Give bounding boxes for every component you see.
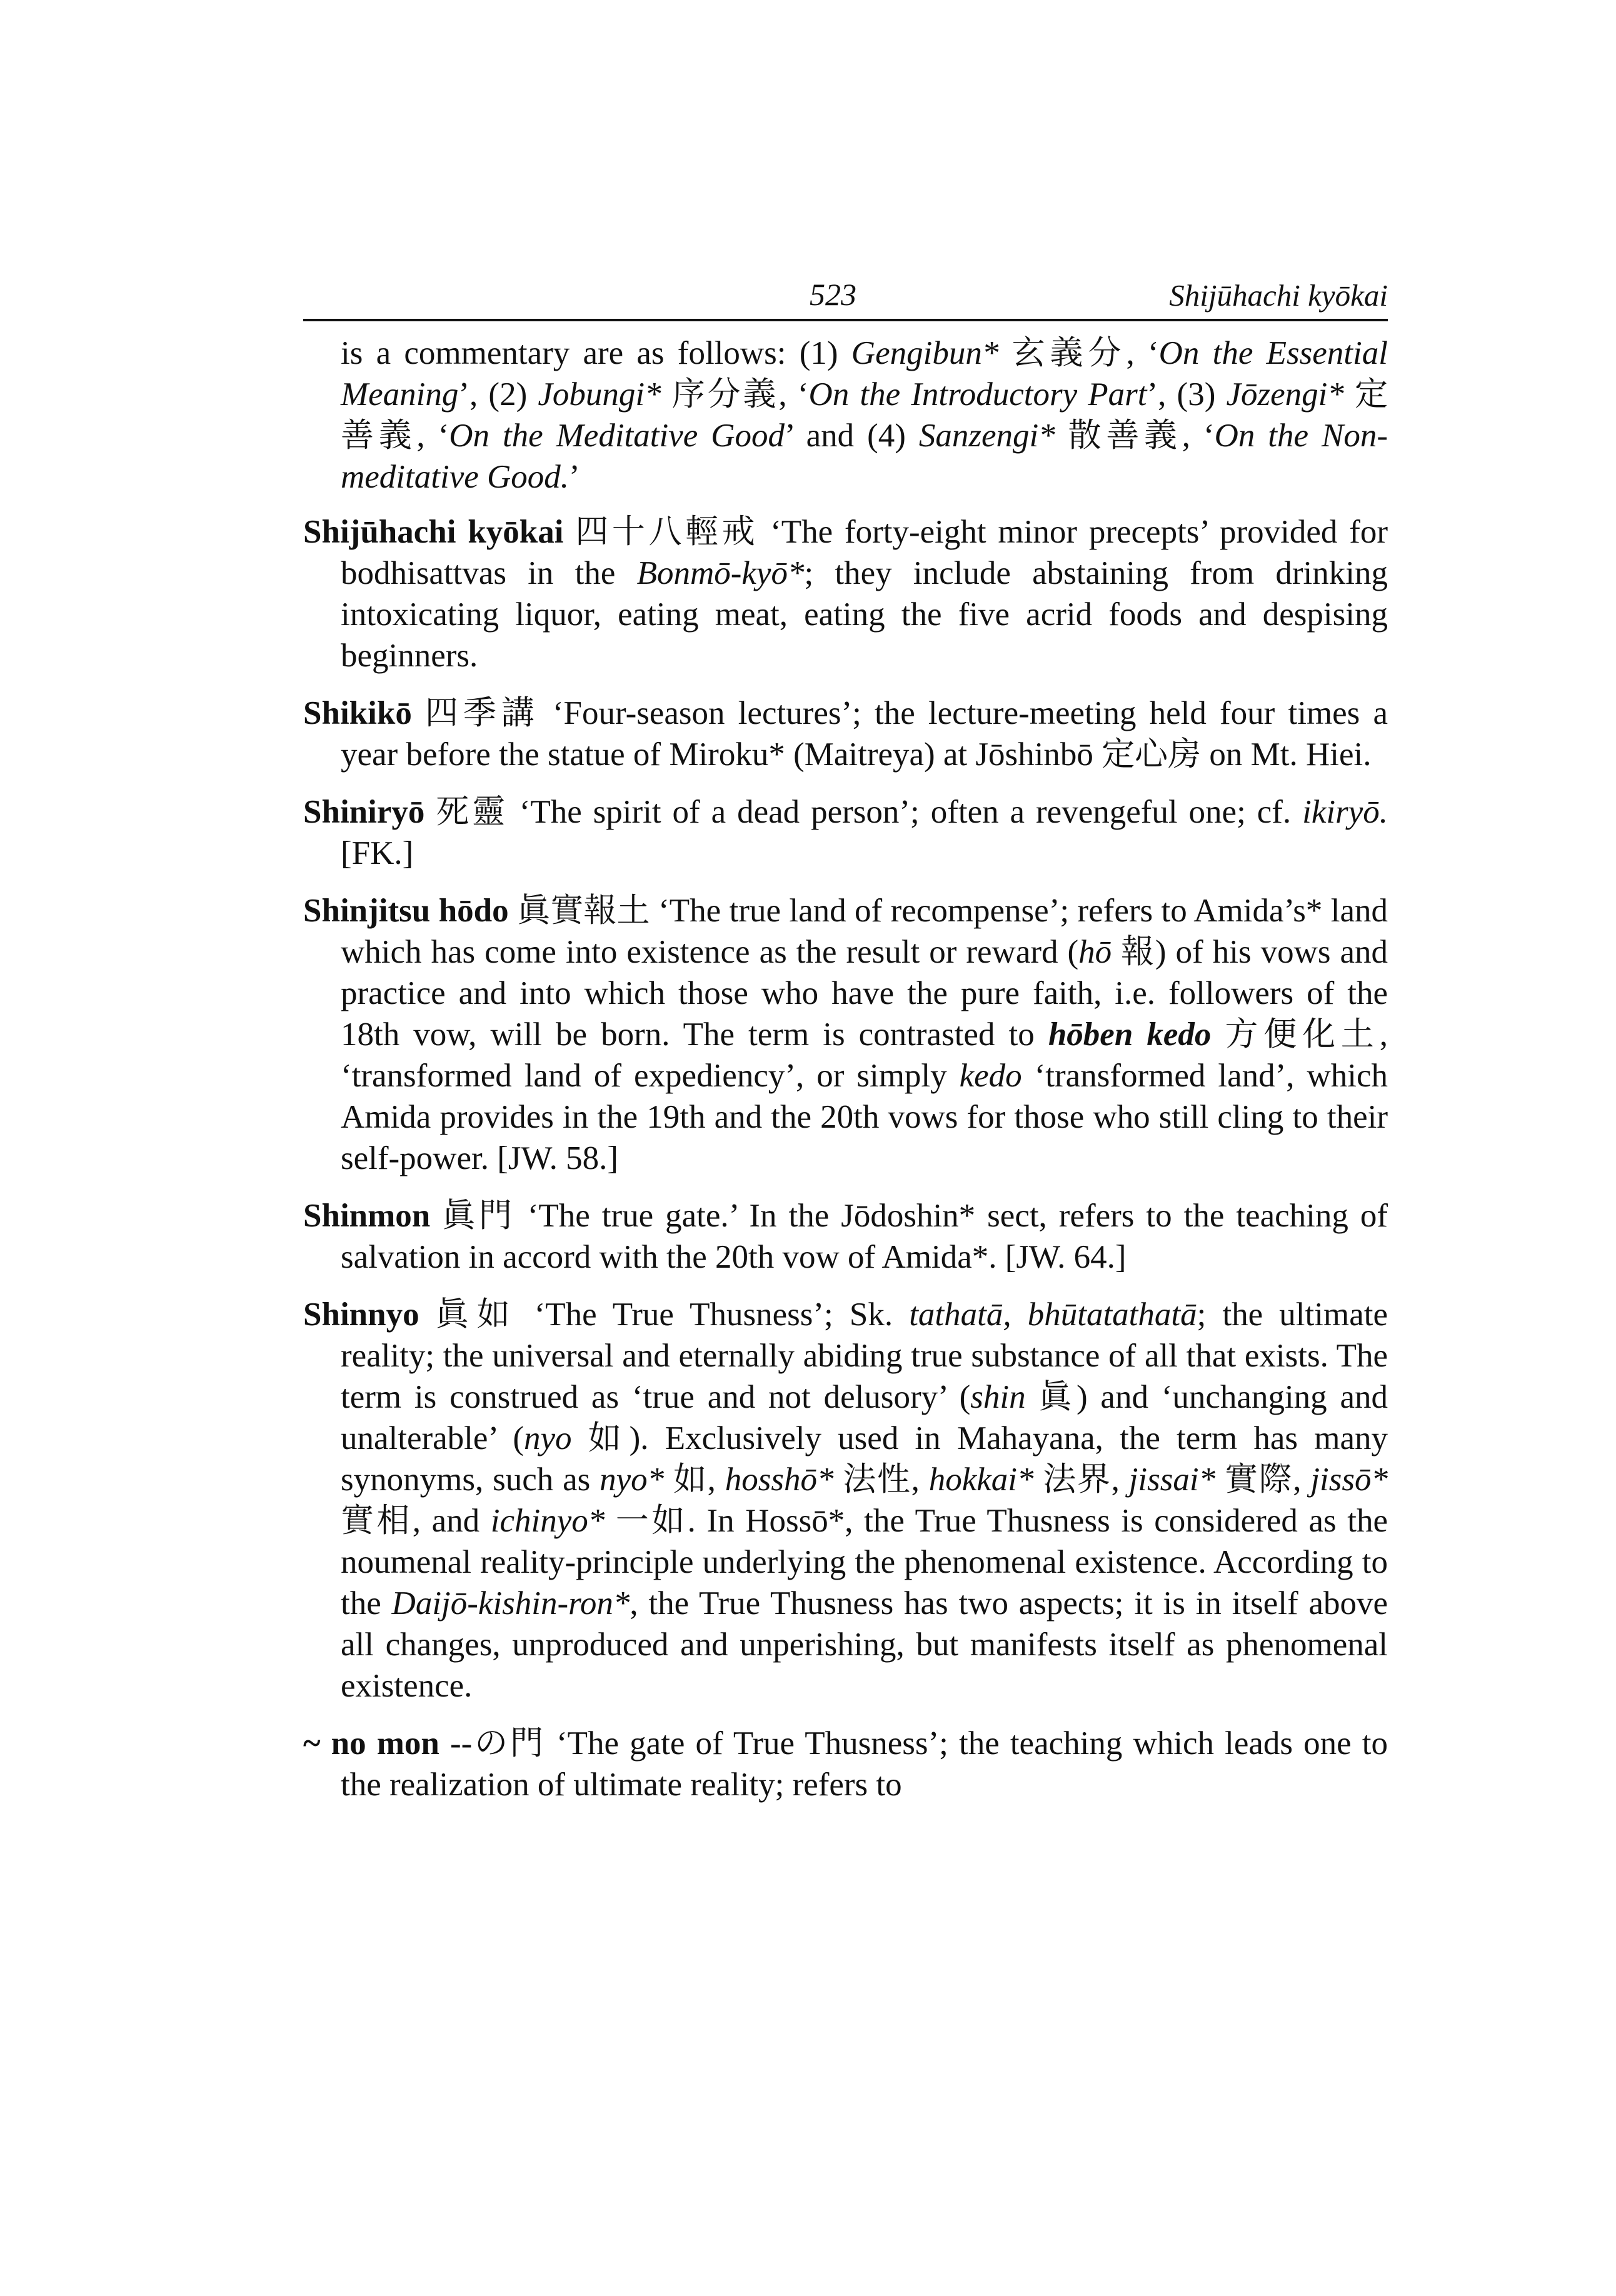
- italic-term: Jobungi*: [538, 376, 661, 413]
- italic-term: hosshō*: [725, 1461, 834, 1498]
- italic-term: tathatā, bhūtatathatā: [909, 1296, 1197, 1333]
- entry-text: 眞實報土 ‘The true land of recompense’; refers to Amida’s* land which has come into existence as the result or reward (: [341, 893, 1388, 970]
- entry-text: 眞) and ‘unchanging and unalterable’ (: [341, 1379, 1388, 1456]
- entry-text: 法界,: [1033, 1461, 1129, 1498]
- page-header: [303, 269, 1388, 321]
- italic-term: Daijō-kishin-ron*: [391, 1585, 630, 1622]
- entry-text: ; they include abstaining from drinking intoxicating liquor, eating meat, eating the five acrid foods and despising beginners.: [341, 555, 1388, 674]
- italic-term: hō: [1078, 934, 1112, 970]
- entry-shinjitsu-hodo: [303, 890, 1388, 1179]
- entry-text: 報) of his vows and practice and into which those who have the pure faith, i.e. followers of the 18th vow, will be born. The term is contrasted to: [341, 934, 1388, 1053]
- entry-shiniryo: [303, 791, 1388, 874]
- entry-text: ; the ultimate reality; the universal and eternally abiding true substance of all that exists. The term is construed as ‘true and not delusory’ (: [341, 1296, 1388, 1415]
- entry-text: 死靈 ‘The spirit of a dead person’; often a revengeful one; cf.: [424, 794, 1303, 830]
- entry-text: 實際,: [1215, 1461, 1311, 1498]
- italic-term: Sanzengi*: [918, 418, 1055, 454]
- italic-term: On the Meditative Good: [449, 418, 785, 454]
- dictionary-page: [303, 269, 1388, 1822]
- entry-text: 散善義, ‘: [1055, 418, 1215, 454]
- headword: ~ no mon: [303, 1725, 439, 1762]
- entry-shijuhachi-kyokai: [303, 511, 1388, 676]
- entry-shikiko: [303, 693, 1388, 775]
- entry-text: ‘transformed land’, which Amida provides in the 19th and the 20th vows for those who still cling to their self-power. [JW. 58.]: [341, 1058, 1388, 1176]
- entry-shinmon: [303, 1195, 1388, 1278]
- entry-text: ’: [569, 459, 580, 495]
- italic-term: hōben kedo: [1048, 1016, 1212, 1053]
- entry-text: 眞門 ‘The true gate.’ In the Jōdoshin* sect, refers to the teaching of salvation in accord with the 20th vow of Amida*. [JW. 64.]: [341, 1198, 1388, 1275]
- entry-text: [FK.]: [341, 835, 414, 871]
- headword: Shinjitsu hōdo: [303, 893, 509, 929]
- italic-term: ikiryō.: [1302, 794, 1388, 830]
- italic-term: nyo*: [600, 1461, 665, 1498]
- italic-term: kedo: [959, 1058, 1022, 1094]
- headword: Shijūhachi kyōkai: [303, 514, 564, 550]
- italic-term: hokkai*: [928, 1461, 1034, 1498]
- italic-term: shin: [970, 1379, 1026, 1415]
- running-head: Shijūhachi kyōkai: [1169, 278, 1388, 313]
- entry-text: 定善義, ‘: [341, 376, 1388, 454]
- entry-text: 如,: [664, 1461, 725, 1498]
- entry-text: 法性,: [833, 1461, 929, 1498]
- italic-term: jissō*: [1310, 1461, 1388, 1498]
- italic-term: Bonmō-kyō*: [636, 555, 805, 591]
- headword: Shinmon: [303, 1198, 431, 1234]
- entry-text: 四季講 ‘Four-season lectures’; the lecture-meeting held four times a year before the statue of Miroku* (Maitreya) at Jōshinbō 定心房 on Mt. Hiei.: [341, 695, 1388, 773]
- headword: Shinnyo: [303, 1296, 419, 1333]
- headword: Shikikō: [303, 695, 412, 731]
- entry-text: ’, (2): [458, 376, 538, 413]
- italic-term: Jōzengi*: [1226, 376, 1344, 413]
- entry-text: , the True Thusness has two aspects; it is in itself above all changes, unproduced and unperishing, but manifests itself as phenomenal existence.: [341, 1585, 1388, 1704]
- italic-term: jissai*: [1128, 1461, 1216, 1498]
- entry-list: [303, 511, 1388, 1805]
- entry-text: 眞如 ‘The True Thusness’; Sk.: [419, 1296, 910, 1333]
- entry-text: 實相, and: [341, 1503, 491, 1539]
- continuation-paragraph: [303, 333, 1388, 498]
- entry-no-mon: [303, 1723, 1388, 1805]
- headword: Shiniryō: [303, 794, 425, 830]
- entry-text: 如). Exclusively used in Mahayana, the term has many synonyms, such as: [341, 1420, 1388, 1498]
- italic-term: Gengibun*: [851, 335, 999, 371]
- entry-text: 序分義, ‘: [661, 376, 809, 413]
- italic-term: On the Essential Meaning: [341, 335, 1388, 413]
- entry-text: --の門 ‘The gate of True Thusness’; the teaching which leads one to the realization of ultimate reality; refers to: [341, 1725, 1388, 1803]
- entry-text: ’ and (4): [784, 418, 919, 454]
- italic-term: On the Introductory Part: [808, 376, 1147, 413]
- italic-term: On the Non-meditative Good.: [341, 418, 1388, 495]
- italic-term: nyo: [523, 1420, 572, 1456]
- entry-shinnyo: [303, 1294, 1388, 1707]
- entry-text: 四十八輕戒 ‘The forty-eight minor precepts’ provided for bodhisattvas in the: [341, 514, 1388, 591]
- italic-term: ichinyo*: [490, 1503, 605, 1539]
- entry-text: ’, (3): [1147, 376, 1227, 413]
- page-number: 523: [810, 277, 856, 312]
- entry-text: 玄義分, ‘: [998, 335, 1159, 371]
- entry-text: is a commentary are as follows: (1): [341, 335, 851, 371]
- entry-text: 方便化土, ‘transformed land of expediency’, or simply: [341, 1016, 1388, 1094]
- entry-text: 一如. In Hossō*, the True Thusness is considered as the noumenal reality-principle underlying the phenomenal existence. According to the: [341, 1503, 1388, 1622]
